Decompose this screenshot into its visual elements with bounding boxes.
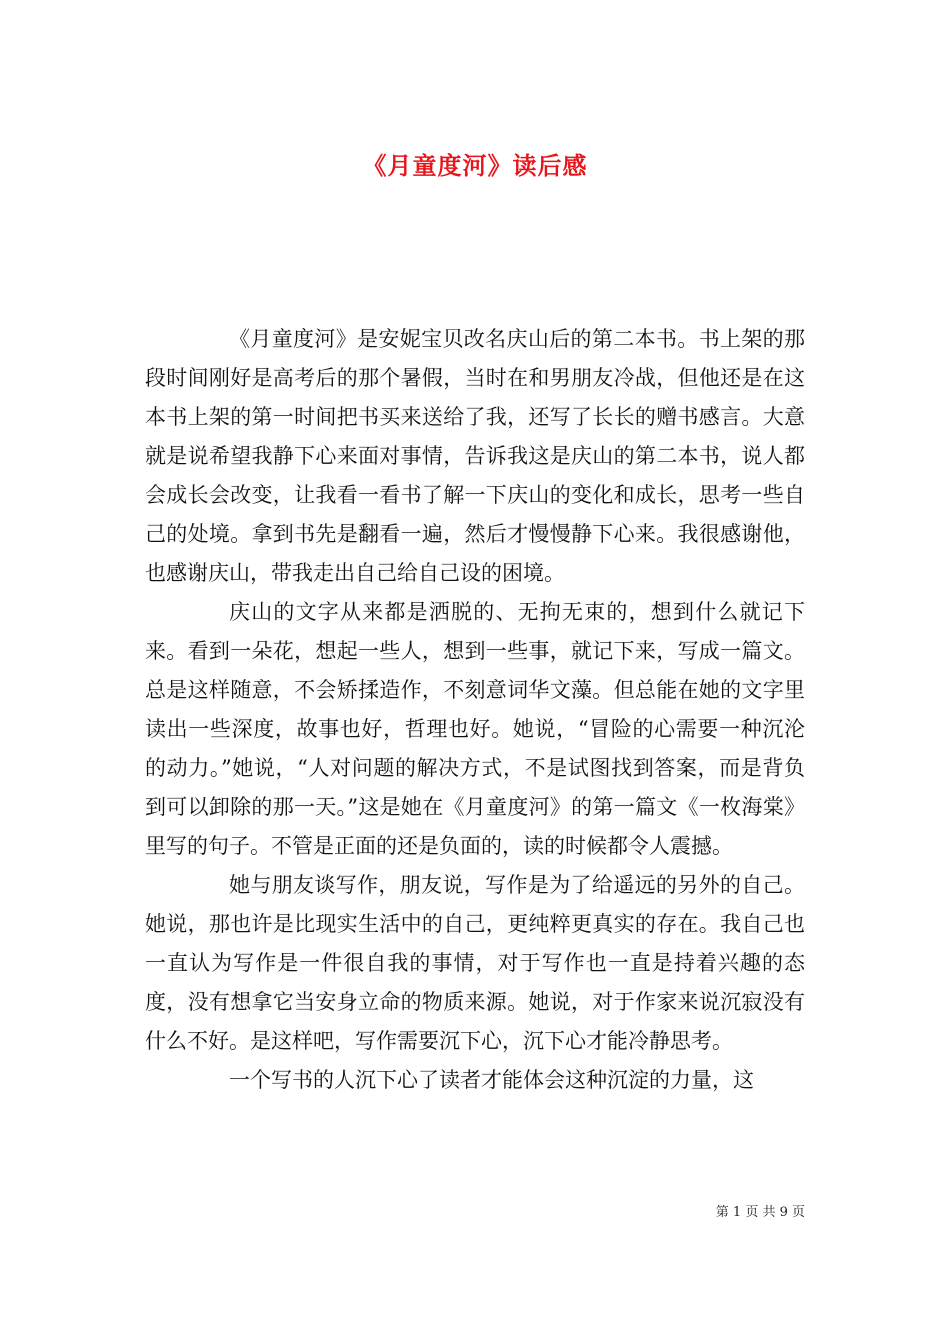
document-title: 《月童度河》读后感 (362, 151, 588, 181)
paragraph-3: 她与朋友谈写作，朋友说，写作是为了给遥远的另外的自己。她说，那也许是比现实生活中的自己，更纯粹更真实的存在。我自己也一直认为写作是一件很自我的事情，对于写作也一直是持着兴趣的态度，没有想拿它当安身立命的物质来源。她说，对于作家来说沉寂没有什么不好。是这样吧，写作需要沉下心，沉下心才能冷静思考。 (145, 873, 805, 1053)
page-number-footer: 第 1 页 共 9 页 (715, 1205, 805, 1220)
document-body (145, 320, 805, 1100)
paragraph-1: 《月童度河》是安妮宝贝改名庆山后的第二本书。书上架的那段时间刚好是高考后的那个暑假，当时在和男朋友冷战，但他还是在这本书上架的第一时间把书买来送给了我，还写了长长的赠书感言。大意就是说希望我静下心来面对事情，告诉我这是庆山的第二本书，说人都会成长会改变，让我看一看书了解一下庆山的变化和成长，思考一些自己的处境。拿到书先是翻看一遍，然后才慢慢静下心来。我很感谢他，也感谢庆山，带我走出自己给自己设的困境。 (145, 327, 805, 585)
paragraph-2: 庆山的文字从来都是洒脱的、无拘无束的，想到什么就记下来。看到一朵花，想起一些人，想到一些事，就记下来，写成一篇文。总是这样随意，不会矫揉造作，不刻意词华文藻。但总能在她的文字里读出一些深度，故事也好，哲理也好。她说，“冒险的心需要一种沉沦的动力。”她说，“人对问题的解决方式，不是试图找到答案，而是背负到可以卸除的那一天。”这是她在《月童度河》的第一篇文《一枚海棠》里写的句子。不管是正面的还是负面的，读的时候都令人震撼。 (145, 600, 805, 858)
paragraph-4: 一个写书的人沉下心了读者才能体会这种沉淀的力量，这 (229, 1068, 754, 1092)
